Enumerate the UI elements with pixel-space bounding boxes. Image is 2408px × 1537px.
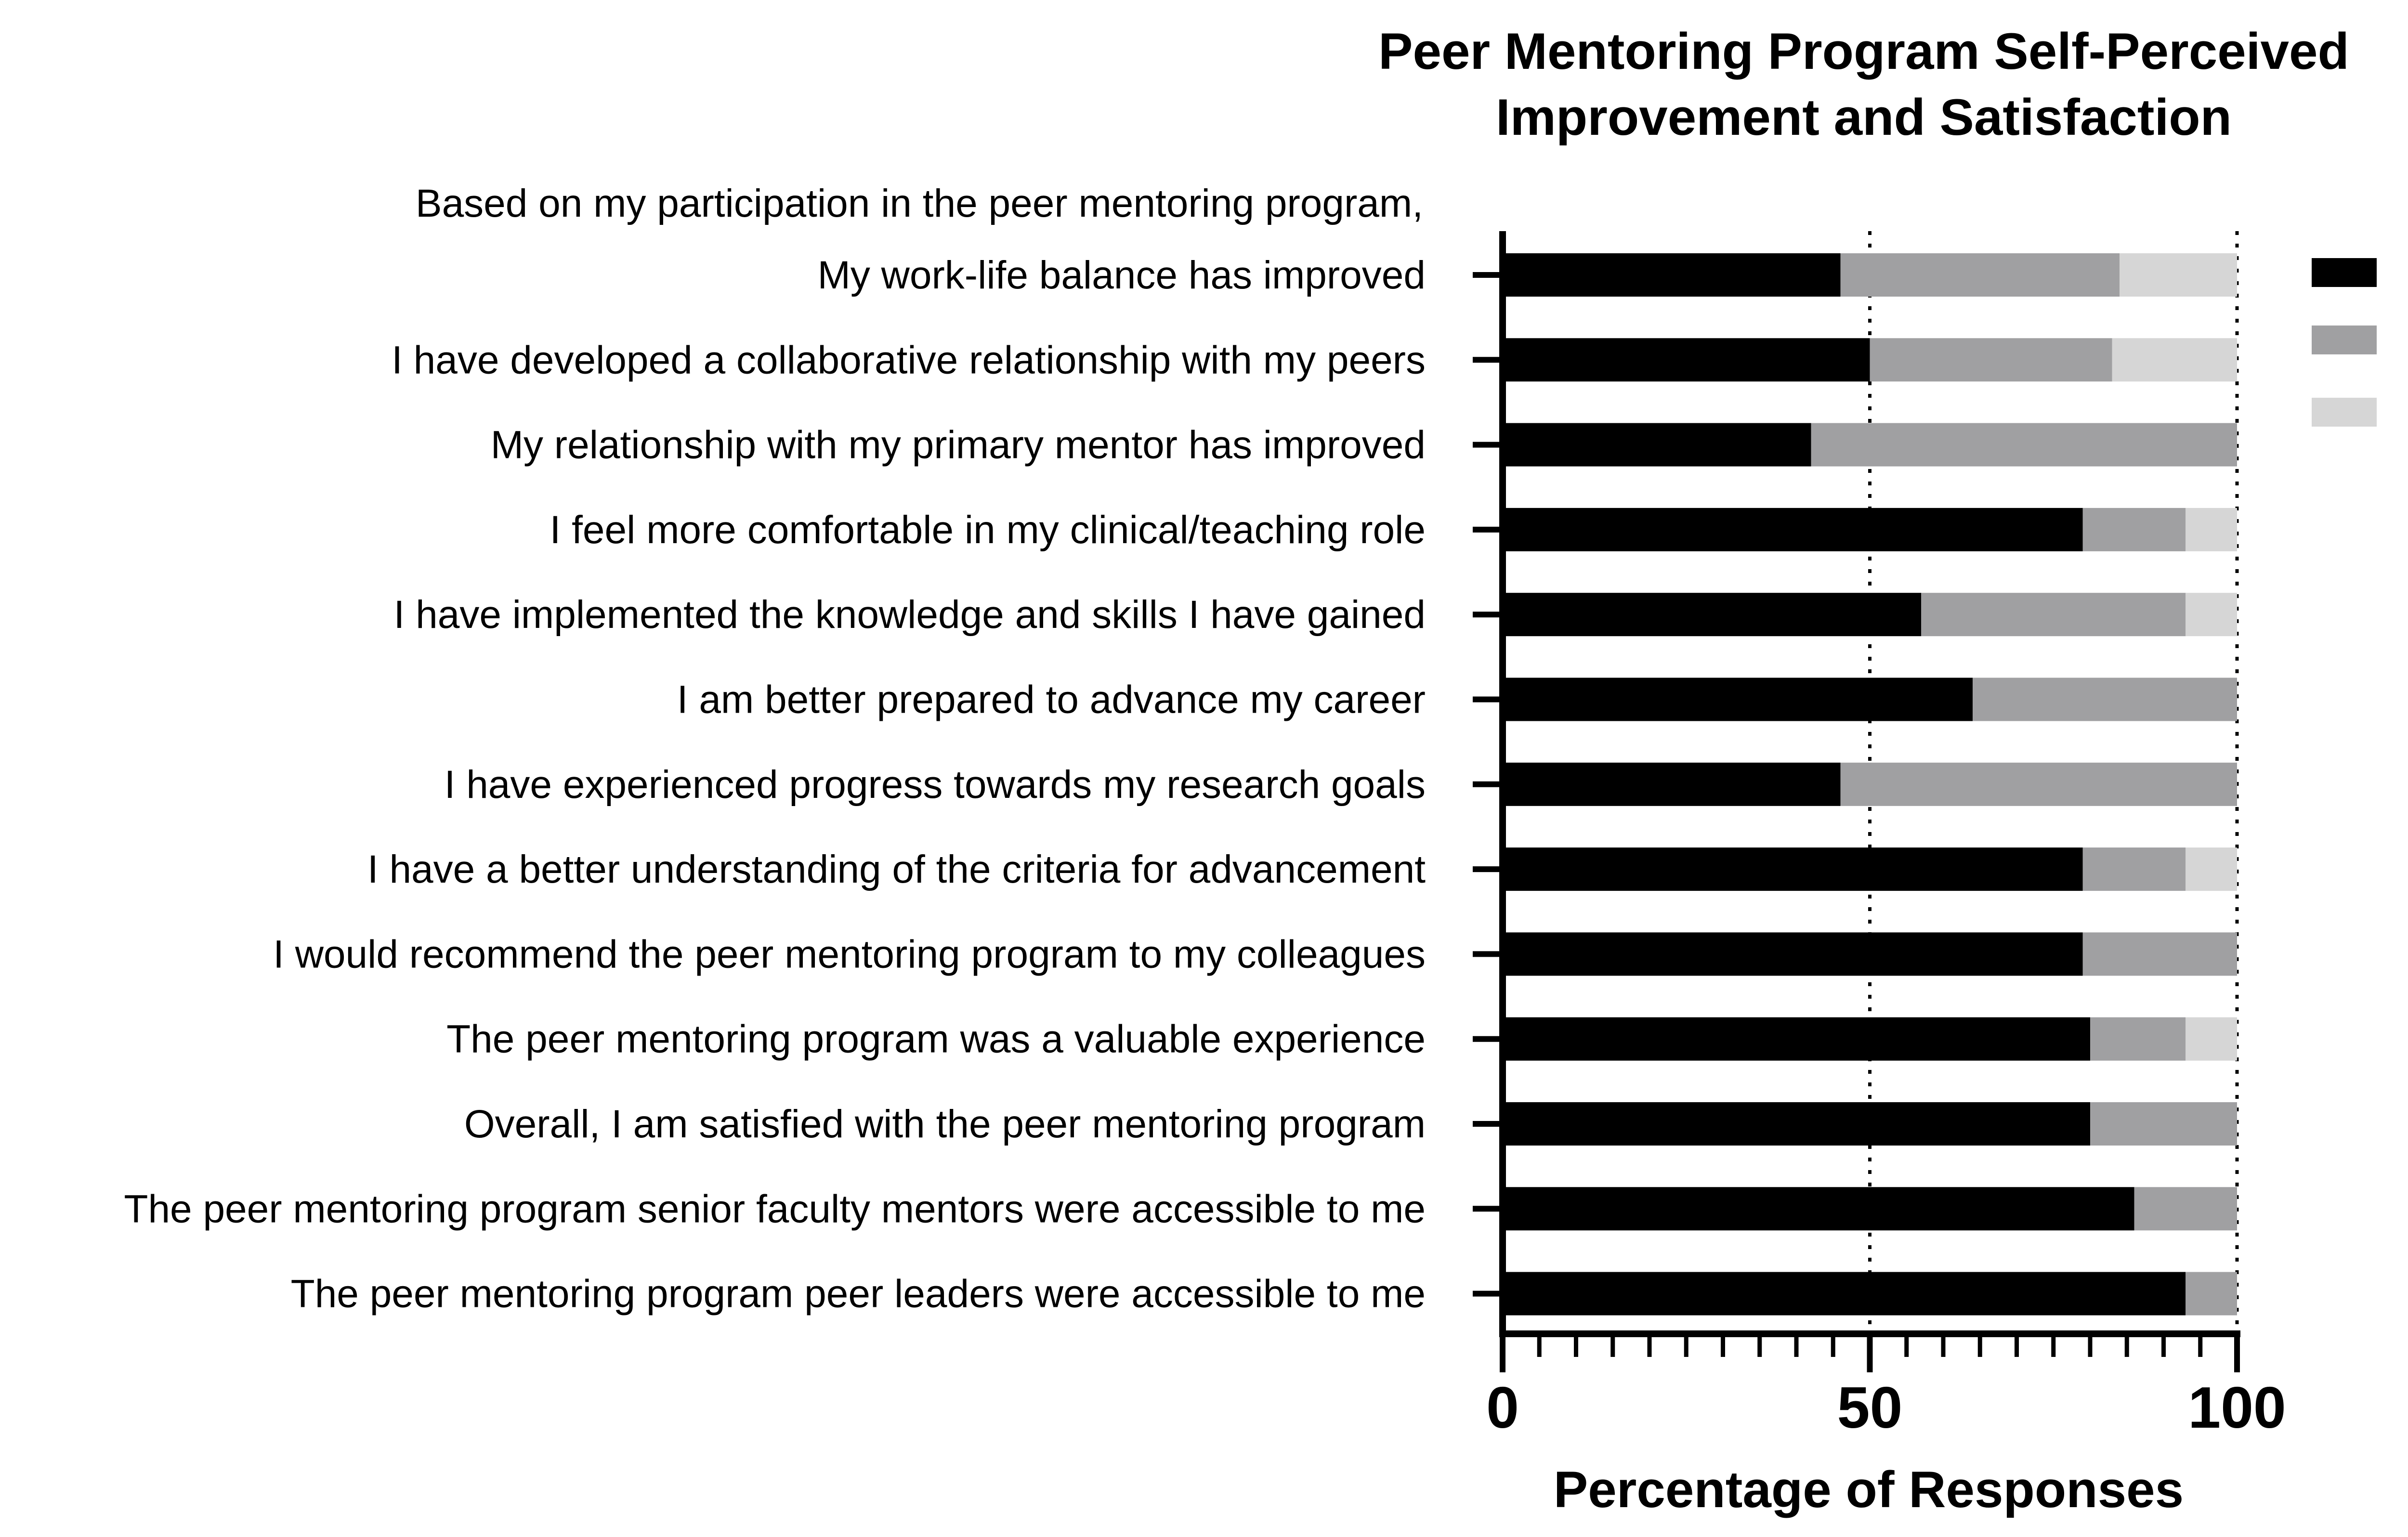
bar-agree-5 — [1503, 678, 1973, 721]
bar-disagree-0 — [2120, 253, 2237, 297]
x-tick-labels — [1486, 1375, 2286, 1440]
category-label-4: I have implemented the knowledge and skills I have gained — [393, 593, 1426, 637]
bar-neutral-2 — [1811, 423, 2238, 467]
x-tick-label-50: 50 — [1837, 1375, 1903, 1440]
bar-disagree-1 — [2112, 338, 2237, 381]
category-label-1: I have developed a collaborative relationship with my peers — [392, 338, 1426, 382]
bar-agree-8 — [1503, 932, 2083, 976]
bar-agree-9 — [1503, 1017, 2090, 1061]
legend-swatch-neutral — [2312, 326, 2377, 354]
bar-agree-7 — [1503, 847, 2083, 891]
bar-neutral-1 — [1870, 338, 2112, 381]
bar-series — [1503, 253, 2237, 1316]
bar-agree-10 — [1503, 1102, 2090, 1146]
bar-neutral-11 — [2134, 1187, 2238, 1230]
bar-disagree-4 — [2186, 593, 2237, 636]
bar-neutral-7 — [2083, 847, 2186, 891]
chart-title-line-2: Improvement and Satisfaction — [1495, 88, 2232, 146]
bar-agree-6 — [1503, 763, 1841, 806]
chart-title-line-1: Peer Mentoring Program Self-Perceived — [1378, 22, 2349, 80]
category-label-5: I am better prepared to advance my career — [677, 677, 1426, 722]
category-label-6: I have experienced progress towards my research goals — [444, 762, 1426, 807]
chart-title — [1378, 22, 2349, 146]
bar-disagree-7 — [2186, 847, 2237, 891]
legend-swatch-disagree — [2312, 398, 2377, 427]
bar-disagree-9 — [2186, 1017, 2237, 1061]
category-labels — [124, 253, 1426, 1316]
x-tick-label-0: 0 — [1486, 1375, 1519, 1440]
category-label-2: My relationship with my primary mentor has improved — [490, 423, 1426, 467]
bar-agree-2 — [1503, 423, 1811, 467]
x-axis-label: Percentage of Responses — [1553, 1460, 2184, 1518]
bar-agree-3 — [1503, 508, 2083, 551]
category-label-3: I feel more comfortable in my clinical/teaching role — [550, 508, 1426, 552]
bar-agree-4 — [1503, 593, 1921, 636]
bar-neutral-3 — [2083, 508, 2186, 551]
category-label-11: The peer mentoring program senior faculty mentors were accessible to me — [124, 1187, 1426, 1231]
bar-disagree-3 — [2186, 508, 2237, 551]
category-label-9: The peer mentoring program was a valuable experience — [446, 1017, 1426, 1061]
category-label-7: I have a better understanding of the criteria for advancement — [367, 847, 1426, 892]
bar-neutral-9 — [2090, 1017, 2186, 1061]
x-tick-label-100: 100 — [2188, 1375, 2286, 1440]
bar-agree-0 — [1503, 253, 1841, 297]
category-label-8: I would recommend the peer mentoring program to my colleagues — [273, 932, 1426, 977]
bar-neutral-0 — [1841, 253, 2120, 297]
bar-agree-1 — [1503, 338, 1870, 381]
bar-neutral-8 — [2083, 932, 2237, 976]
category-label-12: The peer mentoring program peer leaders were accessible to me — [290, 1272, 1426, 1316]
bar-agree-11 — [1503, 1187, 2134, 1230]
chart-subtitle: Based on my participation in the peer mentoring program, — [415, 182, 1423, 225]
category-label-0: My work-life balance has improved — [817, 253, 1426, 297]
bar-neutral-5 — [1973, 678, 2237, 721]
bar-neutral-6 — [1841, 763, 2238, 806]
legend-swatch-agree — [2312, 258, 2377, 287]
bar-neutral-12 — [2186, 1272, 2237, 1316]
legend — [2312, 251, 2408, 434]
bar-agree-12 — [1503, 1272, 2186, 1316]
bar-neutral-4 — [1921, 593, 2186, 636]
category-label-10: Overall, I am satisfied with the peer mentoring program — [464, 1102, 1426, 1146]
bar-neutral-10 — [2090, 1102, 2237, 1146]
